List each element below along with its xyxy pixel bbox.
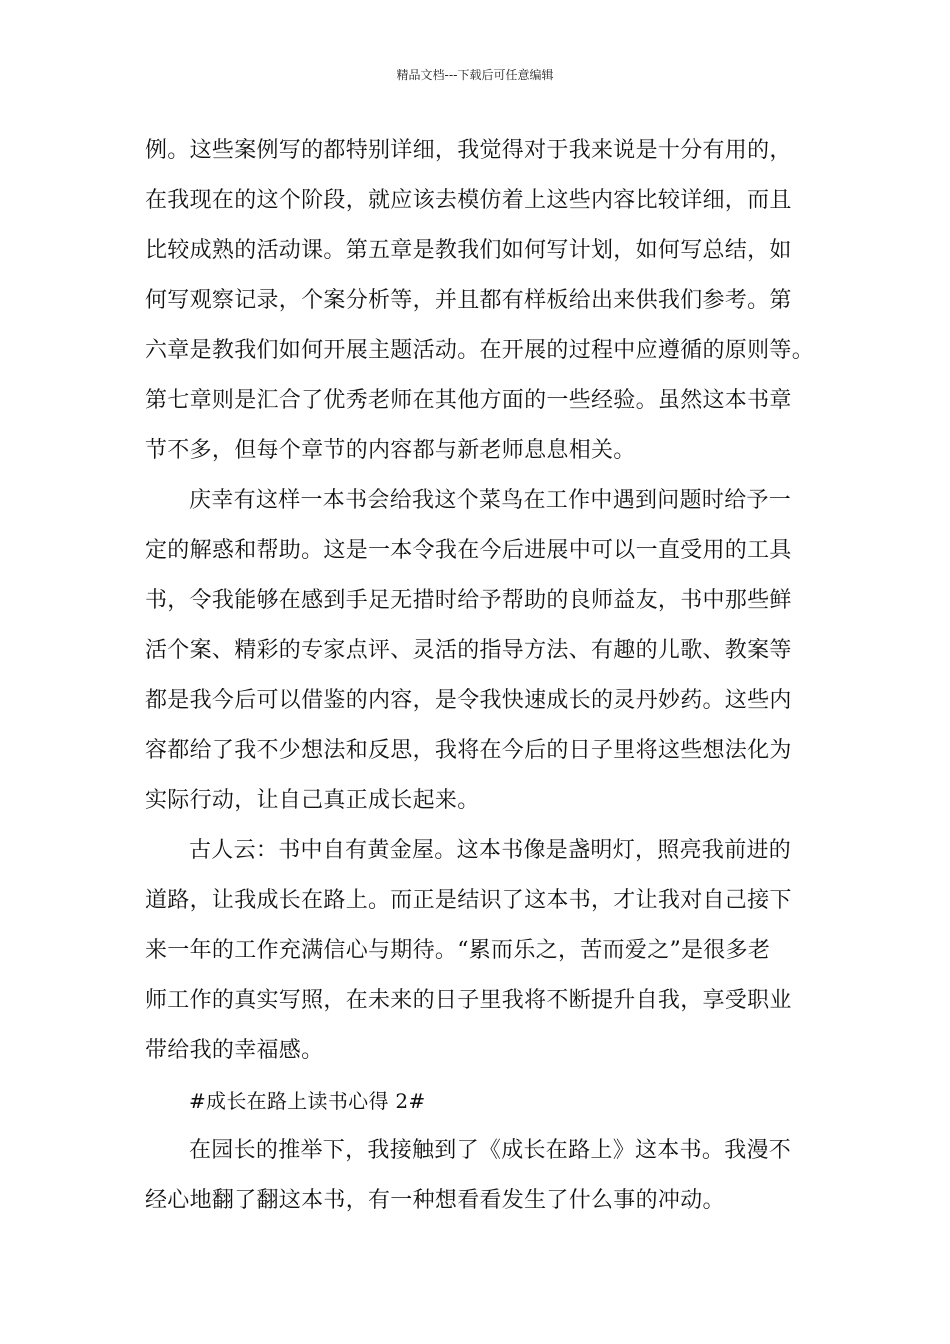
text-line: 庆幸有这样一本书会给我这个菜鸟在工作中遇到问题时给予一 [189, 488, 792, 513]
text-line: 六章是教我们如何开展主题活动。在开展的过程中应遵循的原则等。 [145, 338, 815, 363]
text-line: 容都给了我不少想法和反思，我将在今后的日子里将这些想法化为 [145, 738, 792, 763]
text-line: 经心地翻了翻这本书，有一种想看看发生了什么事的冲动。 [145, 1188, 725, 1213]
text-line: 师工作的真实写照，在未来的日子里我将不断提升自我，享受职业 [145, 988, 792, 1013]
text-line: 活个案、精彩的专家点评、灵活的指导方法、有趣的儿歌、教案等 [145, 638, 792, 663]
text-line: 节不多，但每个章节的内容都与新老师息息相关。 [145, 438, 636, 463]
text-line: 在我现在的这个阶段，就应该去模仿着上这些内容比较详细，而且 [145, 188, 792, 213]
text-line: 都是我今后可以借鉴的内容，是令我快速成长的灵丹妙药。这些内 [145, 688, 792, 713]
section-heading: #成长在路上读书心得 2# [189, 1089, 426, 1113]
text-line: 何写观察记录，个案分析等，并且都有样板给出来供我们参考。第 [145, 288, 792, 313]
text-line: 书，令我能够在感到手足无措时给予帮助的良师益友，书中那些鲜 [145, 588, 792, 613]
text-line: 道路，让我成长在路上。而正是结识了这本书，才让我对自己接下 [145, 888, 792, 913]
text-line: 实际行动，让自己真正成长起来。 [145, 788, 480, 813]
text-line: 定的解惑和帮助。这是一本令我在今后进展中可以一直受用的工具 [145, 538, 792, 563]
page-header: 精品文档---下载后可任意编辑 [396, 68, 554, 82]
text-line: 例。这些案例写的都特别详细，我觉得对于我来说是十分有用的， [145, 138, 792, 163]
text-line: 在园长的推举下，我接触到了《成长在路上》这本书。我漫不 [189, 1138, 792, 1163]
text-line: 带给我的幸福感。 [145, 1038, 324, 1063]
text-line: 第七章则是汇合了优秀老师在其他方面的一些经验。虽然这本书章 [145, 388, 792, 413]
text-line: 来一年的工作充满信心与期待。“累而乐之，苦而爱之”是很多老 [145, 938, 771, 963]
text-line: 比较成熟的活动课。第五章是教我们如何写计划，如何写总结，如 [145, 238, 792, 263]
text-line: 古人云：书中自有黄金屋。这本书像是盏明灯，照亮我前进的 [189, 838, 792, 863]
